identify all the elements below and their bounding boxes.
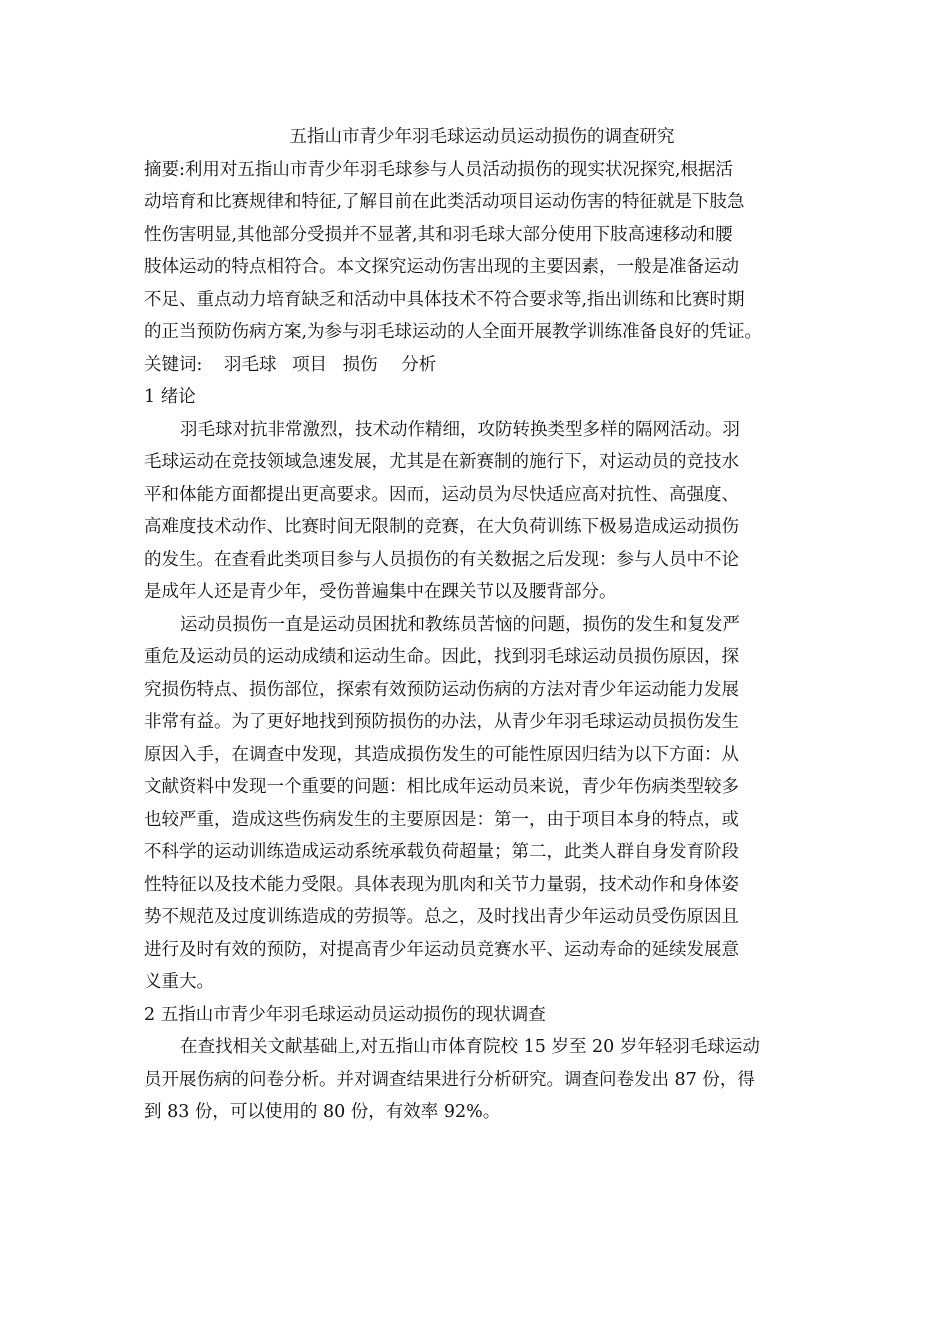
paragraph-line: 员开展伤病的问卷分析。并对调查结果进行分析研究。调查问卷发出 87 份，得 xyxy=(144,1069,755,1090)
abstract-line: 性伤害明显,其他部分受损并不显著,其和羽毛球大部分使用下肢高速移动和腰 xyxy=(144,224,733,245)
paragraph xyxy=(144,414,820,609)
keywords-label: 关键词: xyxy=(144,354,203,375)
document-title: 五指山市青少年羽毛球运动员运动损伤的调查研究 xyxy=(289,127,675,147)
paragraph-line: 平和体能方面都提出更高要求。因而，运动员为尽快适应高对抗性、高强度、 xyxy=(144,484,739,505)
section-heading: 1 绪论 xyxy=(144,387,196,407)
keyword: 损伤 xyxy=(342,354,378,375)
abstract-line: 的正当预防伤病方案,为参与羽毛球运动的人全面开展教学训练准备良好的凭证。 xyxy=(144,322,763,342)
abstract-line: 摘要:利用对五指山市青少年羽毛球参与人员活动损伤的现实状况探究,根据活 xyxy=(144,159,733,180)
paragraph-line: 的发生。在查看此类项目参与人员损伤的有关数据之后发现：参与人员中不论 xyxy=(144,549,739,570)
paragraph-line: 究损伤特点、损伤部位，探索有效预防运动伤病的方法对青少年运动能力发展 xyxy=(144,679,739,700)
abstract-line: 肢体运动的特点相符合。本文探究运动伤害出现的主要因素，一般是准备运动 xyxy=(144,257,739,277)
paragraph-line: 毛球运动在竞技领域急速发展，尤其是在新赛制的施行下，对运动员的竞技水 xyxy=(144,452,739,472)
abstract-line: 动培育和比赛规律和特征,了解目前在此类活动项目运动伤害的特征就是下肢急 xyxy=(144,192,745,212)
paragraph xyxy=(144,1031,820,1129)
paragraph-line: 势不规范及过度训练造成的劳损等。总之，及时找出青少年运动员受伤原因且 xyxy=(144,907,739,927)
keyword: 羽毛球 xyxy=(223,354,277,375)
paragraph-line: 运动员损伤一直是运动员困扰和教练员苦恼的问题，损伤的发生和复发严 xyxy=(180,614,740,635)
keyword: 项目 xyxy=(292,354,328,375)
paragraph-line: 重危及运动员的运动成绩和运动生命。因此，找到羽毛球运动员损伤原因，探 xyxy=(144,647,739,667)
keyword: 分析 xyxy=(401,354,437,375)
paragraph-line: 非常有益。为了更好地找到预防损伤的办法，从青少年羽毛球运动员损伤发生 xyxy=(144,712,739,732)
section-heading: 2 五指山市青少年羽毛球运动员运动损伤的现状调查 xyxy=(144,1004,546,1025)
paragraph-line: 是成年人还是青少年，受伤普遍集中在踝关节以及腰背部分。 xyxy=(144,582,617,602)
paragraph-line: 也较严重，造成这些伤病发生的主要原因是：第一，由于项目本身的特点，或 xyxy=(144,809,739,830)
keywords xyxy=(144,349,820,382)
paragraph-line: 不科学的运动训练造成运动系统承载负荷超量；第二，此类人群自身发育阶段 xyxy=(144,842,739,862)
abstract xyxy=(144,154,820,349)
paragraph-line: 在查找相关文献基础上,对五指山市体育院校 15 岁至 20 岁年轻羽毛球运动 xyxy=(180,1037,760,1057)
paragraph-line: 高难度技术动作、比赛时间无限制的竞赛，在大负荷训练下极易造成运动损伤 xyxy=(144,517,739,537)
paragraph-line: 原因入手，在调查中发现，其造成损伤发生的可能性原因归结为以下方面：从 xyxy=(144,744,739,765)
paragraph-line: 到 83 份，可以使用的 80 份，有效率 92%。 xyxy=(144,1102,501,1122)
paragraph-line: 文献资料中发现一个重要的问题：相比成年运动员来说，青少年伤病类型较多 xyxy=(144,777,739,797)
paragraph-line: 性特征以及技术能力受限。具体表现为肌肉和关节力量弱，技术动作和身体姿 xyxy=(144,874,739,895)
abstract-line: 不足、重点动力培育缺乏和活动中具体技术不符合要求等,指出训练和比赛时期 xyxy=(144,289,745,310)
paragraph xyxy=(144,609,820,999)
paragraph-line: 义重大。 xyxy=(144,972,214,992)
paragraph-line: 进行及时有效的预防，对提高青少年运动员竞赛水平、运动寿命的延续发展意 xyxy=(144,939,739,960)
document-content xyxy=(144,121,820,1129)
paragraph-line: 羽毛球对抗非常激烈，技术动作精细，攻防转换类型多样的隔网活动。羽 xyxy=(180,419,740,440)
